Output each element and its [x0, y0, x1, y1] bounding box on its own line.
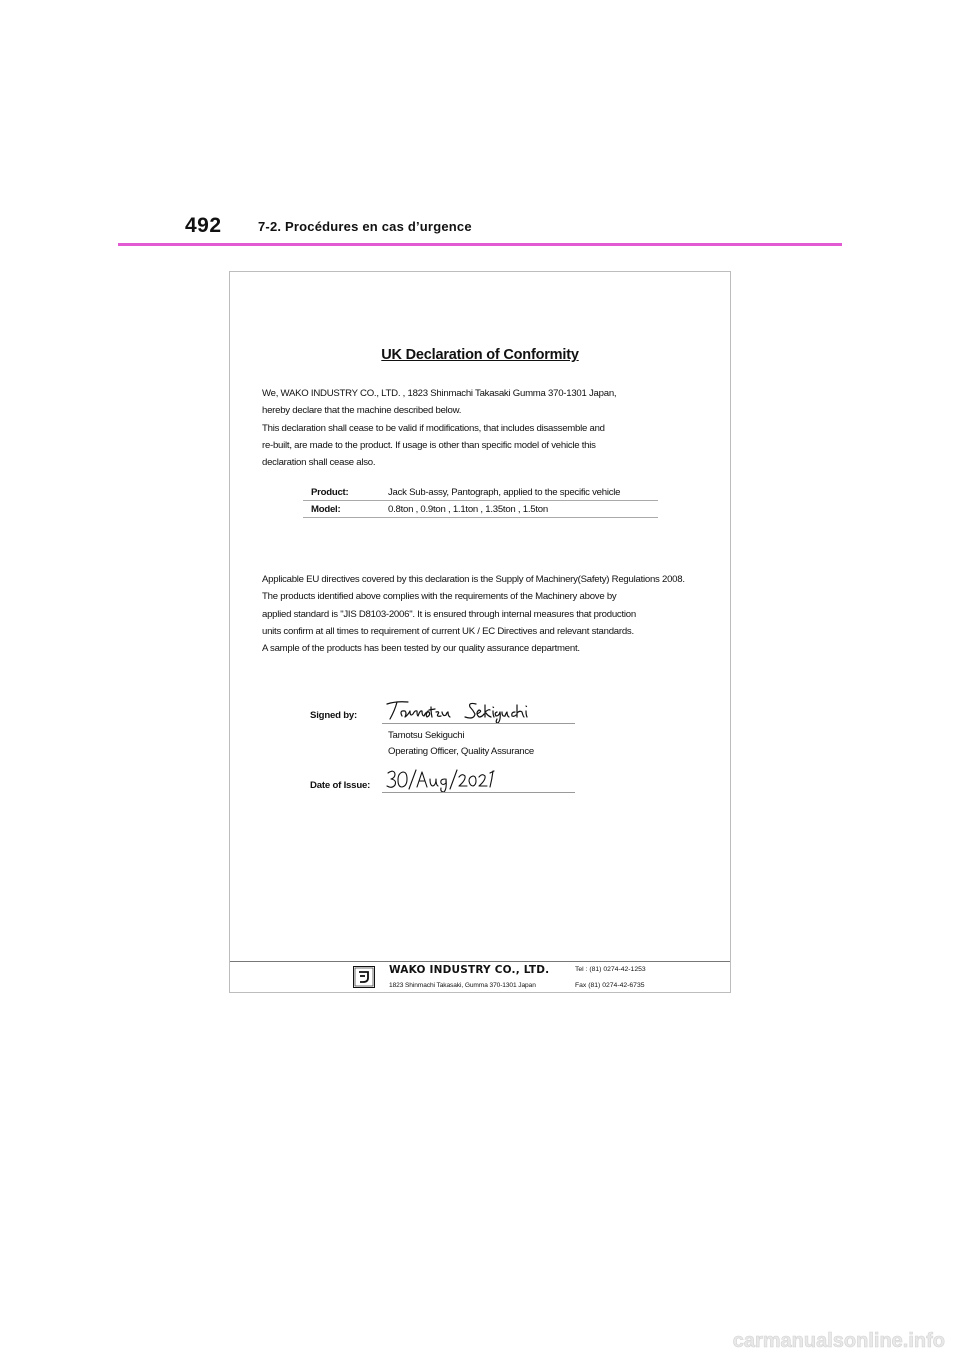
model-label: Model:: [311, 504, 341, 515]
page-number: 492: [185, 214, 222, 237]
intro-line: hereby declare that the machine described below.: [262, 405, 462, 417]
signature-line: [382, 723, 575, 724]
signed-by-label: Signed by:: [310, 710, 358, 721]
handwritten-signature: [384, 696, 554, 724]
date-line: [382, 792, 575, 793]
watermark-logo: [727, 1323, 947, 1353]
applicable-line: The products identified above complies with the requirements of the Machinery above by: [262, 591, 617, 603]
document-title: UK Declaration of Conformity: [381, 347, 579, 363]
applicable-line: applied standard is "JIS D8103-2006". It is ensured through internal measures that production: [262, 608, 636, 620]
applicable-line: A sample of the products has been tested by our quality assurance department.: [262, 643, 580, 655]
signer-name: Tamotsu Sekiguchi: [388, 730, 465, 741]
signer-title: Operating Officer, Quality Assurance: [388, 746, 534, 757]
date-of-issue-label: Date of Issue:: [310, 780, 371, 791]
wako-logo-icon: [353, 966, 375, 988]
applicable-line: units confirm at all times to requirement of current UK / EC Directives and relevant standards.: [262, 625, 634, 637]
company-telephone: Tel : (81) 0274-42-1253: [575, 966, 646, 973]
applicable-line: Applicable EU directives covered by this declaration is the Supply of Machinery(Safety) Regulations 2008.: [262, 574, 685, 585]
intro-line: We, WAKO INDUSTRY CO., LTD. , 1823 Shinmachi Takasaki Gumma 370-1301 Japan,: [262, 388, 617, 399]
section-title: 7-2. Procédures en cas d’urgence: [258, 219, 472, 234]
header-rule: [118, 243, 842, 246]
signer-block: [388, 728, 534, 760]
model-value: 0.8ton , 0.9ton , 1.1ton , 1.35ton , 1.5ton: [388, 504, 548, 515]
product-row: [303, 484, 658, 501]
handwritten-date: [386, 767, 506, 793]
product-label: Product:: [311, 487, 349, 498]
company-name: WAKO INDUSTRY CO., LTD.: [389, 964, 550, 976]
intro-line: This declaration shall cease to be valid if modifications, that includes disassemble and: [262, 422, 605, 434]
company-fax: Fax (81) 0274-42-6735: [575, 982, 645, 989]
intro-paragraph: [262, 385, 616, 471]
intro-line: declaration shall cease also.: [262, 457, 376, 469]
intro-line: re-built, are made to the product. If usage is other than specific model of vehicle this: [262, 439, 596, 451]
product-value: Jack Sub-assy, Pantograph, applied to the specific vehicle: [388, 487, 621, 498]
declaration-document: [229, 271, 731, 993]
applicable-paragraph: [262, 571, 685, 657]
model-row: [303, 501, 658, 518]
company-address: 1823 Shinmachi Takasaki, Gumma 370-1301 Japan: [389, 982, 536, 989]
svg-text:carmanualsonline.info: carmanualsonline.info: [732, 1330, 945, 1352]
footer-rule: [230, 961, 730, 962]
